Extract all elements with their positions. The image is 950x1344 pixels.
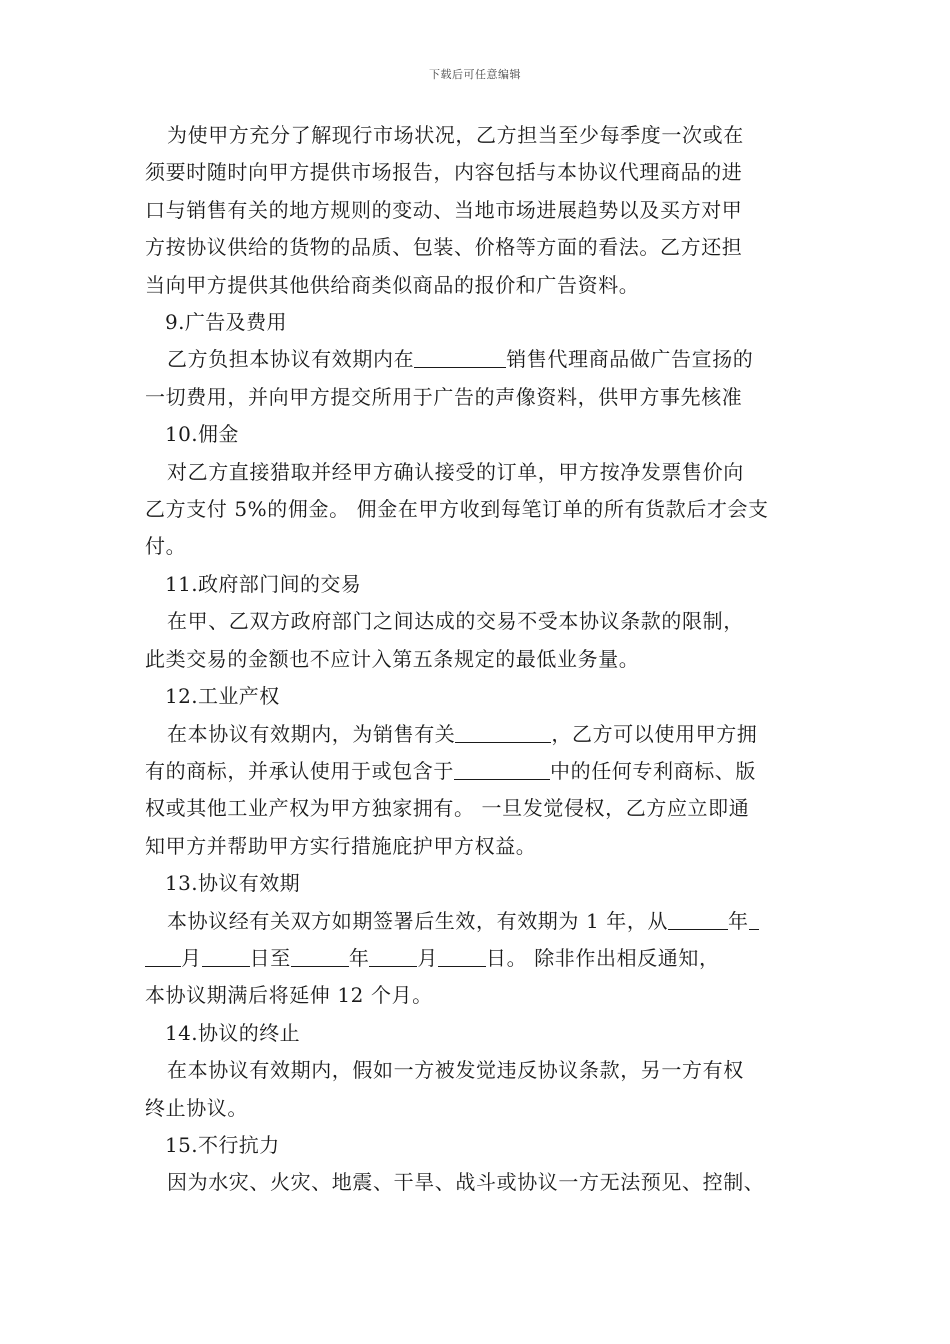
text-line: 为使甲方充分了解现行市场状况，乙方担当至少每季度一次或在: [167, 123, 744, 147]
text-line: 对乙方直接猎取并经甲方确认接受的订单，甲方按净发票售价向: [167, 459, 744, 484]
fill-in-blank-start-month[interactable]: [145, 946, 181, 967]
text-fragment: 乙方负担本协议有效期内在: [167, 347, 415, 372]
paragraph-market-report: [145, 117, 825, 304]
text-line: [145, 341, 825, 378]
fill-in-blank-end-day[interactable]: [438, 946, 486, 967]
fill-in-blank-start-year[interactable]: [668, 909, 728, 930]
text-line: 因为水灾、火灾、地震、干旱、战斗或协议一方无法预见、控制、: [167, 1170, 765, 1195]
text-line: [145, 753, 825, 790]
text-line: 一切费用，并向甲方提交所用于广告的声像资料，供甲方事先核准: [145, 384, 743, 409]
fill-in-blank[interactable]: [454, 759, 550, 780]
section-heading-12: 12.工业产权: [165, 684, 280, 709]
text-line: 方按协议供给的货物的品质、包装、价格等方面的看法。乙方还担: [145, 235, 743, 260]
text-fragment: 销售代理商品做广告宣扬的: [506, 347, 754, 372]
text-line: 本协议期满后将延伸 12 个月。: [145, 983, 433, 1008]
paragraph-13: [145, 903, 825, 1015]
fill-in-blank-end-month[interactable]: [369, 946, 417, 967]
paragraph-15: [145, 1164, 825, 1201]
section-heading-15: 15.不行抗力: [165, 1132, 280, 1157]
text-line: 当向甲方提供其他供给商类似商品的报价和广告资料。: [145, 272, 640, 297]
text-fragment: 在本协议有效期内，为销售有关: [167, 721, 456, 746]
fill-in-blank-end-year[interactable]: [291, 946, 349, 967]
text-line: 须要时随时向甲方提供市场报告，内容包括与本协议代理商品的进: [145, 160, 743, 185]
text-fragment: 有的商标，并承认使用于或包含于: [145, 758, 454, 783]
text-line: [145, 903, 825, 940]
text-fragment: 月: [181, 945, 202, 970]
fill-in-blank-start-day[interactable]: [202, 946, 250, 967]
text-line: 在甲、乙双方政府部门之间达成的交易不受本协议条款的限制，: [167, 609, 744, 634]
text-line: 权或其他工业产权为甲方独家拥有。 一旦发觉侵权，乙方应立即通: [145, 796, 750, 821]
text-line: 口与销售有关的地方规则的变动、当地市场进展趋势以及买方对甲: [145, 197, 743, 222]
section-heading-10: 10.佣金: [165, 422, 239, 447]
fill-in-blank[interactable]: [414, 347, 506, 368]
section-heading-13: 13.协议有效期: [165, 871, 301, 896]
fill-in-blank-start-month[interactable]: [749, 909, 759, 930]
section-heading-14: 14.协议的终止: [165, 1020, 301, 1045]
paragraph-11: [145, 603, 825, 678]
paragraph-10: [145, 454, 825, 566]
text-line: 知甲方并帮助甲方实行措施庇护甲方权益。: [145, 833, 537, 858]
text-fragment: 本协议经有关双方如期签署后生效，有效期为 1 年，从: [167, 908, 669, 933]
text-line: [145, 940, 825, 977]
paragraph-12: [145, 716, 825, 866]
paragraph-9: [145, 341, 825, 416]
text-fragment: 年: [348, 945, 370, 970]
fill-in-blank[interactable]: [455, 722, 551, 743]
paragraph-14: [145, 1052, 825, 1127]
text-line: 乙方支付 5%的佣金。 佣金在甲方收到每笔订单的所有货款后才会支: [145, 497, 769, 522]
section-heading-9: 9.广告及费用: [165, 310, 287, 335]
page-header: 下载后可任意编辑: [429, 68, 521, 81]
text-fragment: 日。 除非作出相反通知，: [486, 945, 720, 970]
text-fragment: 年: [728, 908, 749, 933]
text-line: [145, 716, 825, 753]
text-line: 终止协议。: [145, 1095, 248, 1120]
text-fragment: 日至: [249, 945, 291, 970]
text-fragment: 月: [417, 945, 439, 970]
document-body: [145, 117, 825, 1202]
text-fragment: 中的任何专利商标、版: [550, 758, 756, 783]
text-fragment: ，乙方可以使用甲方拥: [551, 721, 758, 746]
text-line: 在本协议有效期内，假如一方被发觉违反协议条款，另一方有权: [167, 1058, 744, 1083]
section-heading-11: 11.政府部门间的交易: [165, 571, 362, 596]
text-line: 此类交易的金额也不应计入第五条规定的最低业务量。: [145, 646, 640, 671]
text-line: 付。: [145, 534, 187, 559]
